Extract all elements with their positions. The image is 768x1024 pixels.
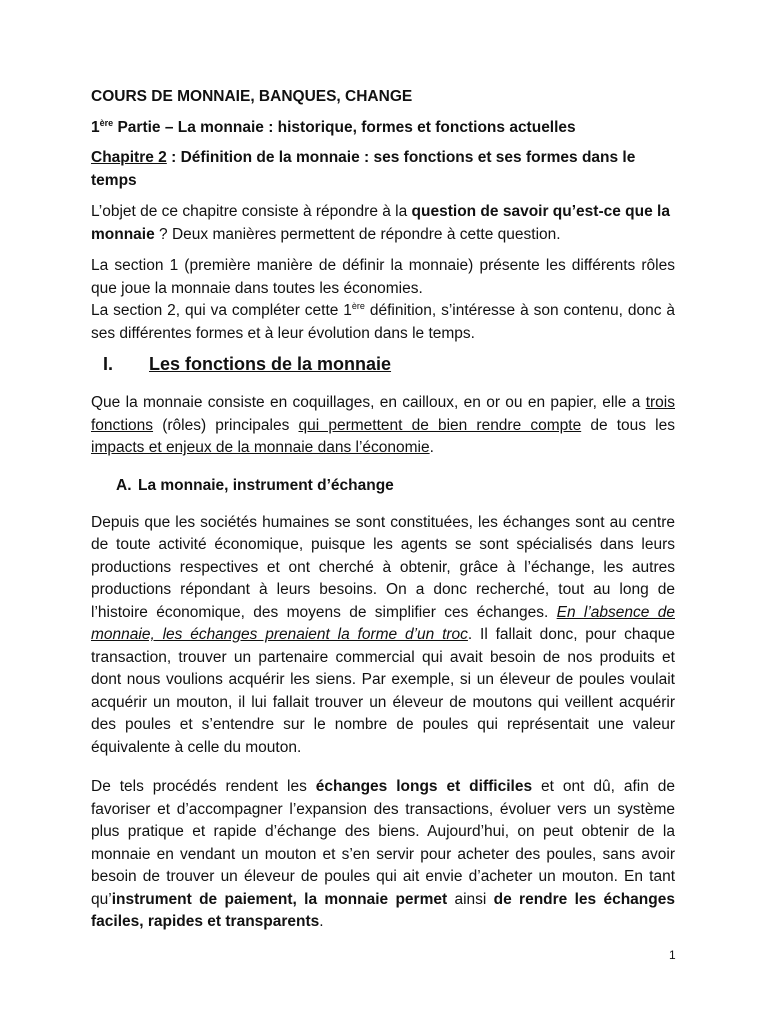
paragraph-text: ainsi [447,890,494,908]
section-text: Que la monnaie consiste en coquillages, en cailloux, en or ou en papier, elle a [91,394,646,411]
part-number: 1 [91,118,100,136]
part-heading [91,117,675,140]
underlined-phrase: trois fonctions [91,394,675,434]
page-number: 1 [669,948,676,962]
intro-paragraph-1 [91,201,675,246]
paragraph-text: et ont dû, afin de favoriser et d’accompagner l’expansion des transactions, évoluer vers un système plus pratique et rapide d’échange des biens. Aujourd’hui, on peut obtenir de la monnaie en vendant un mouton et s’en servir pour acheter des poules, sans avoir besoin de trouver un éleveur de poules qui ait envie d’acheter un mouton. En tant qu’ [91,778,675,908]
intro-text: L’objet de ce chapitre consiste à répondre à la [91,203,412,220]
paragraph-text: De tels procédés rendent les [91,778,316,795]
chapter-label: Chapitre 2 [91,149,167,166]
underlined-phrase: impacts et enjeux de la monnaie dans l’économie [91,439,430,456]
section-heading [91,354,675,375]
section-text: (rôles) principales [153,416,299,434]
section-number: I. [103,354,114,374]
paragraph-text: Depuis que les sociétés humaines se sont constituées, les échanges sont au centre de toute activité économique, puisque les agents se sont spécialisés dans leurs productions respectives et ont cherché à obtenir, grâce à l’échange, les autres productions répondant à leurs besoins. On a donc recherché, tout au long de l’histoire économique, des moyens de simplifier ces échanges. [91,513,675,621]
section-paragraph [91,392,675,460]
part-superscript: ère [99,117,114,128]
bold-phrase: instrument de paiement, la monnaie permet [111,890,448,908]
section-title: Les fonctions de la monnaie [149,354,392,374]
bold-phrase: de rendre les échanges faciles, rapides et transparents [91,890,675,930]
underlined-phrase: qui permettent de bien rendre compte [298,416,582,434]
intro-paragraph-2 [91,255,675,345]
document-body [91,84,675,934]
section-text: . [429,439,434,456]
subsection-paragraph-2 [91,776,675,934]
subsection-paragraph-1 [91,512,675,760]
paragraph-text: . [319,913,324,930]
bold-phrase: échanges longs et difficiles [315,778,533,795]
chapter-heading [91,147,675,192]
intro-section-1-line: La section 1 (première manière de définir la monnaie) présente les différents rôles que joue la monnaie dans toutes les économies. [91,257,675,297]
italic-underlined-phrase: En l’absence de monnaie, les échanges prenaient la forme d’un troc [91,603,675,643]
intro-question: question de savoir qu’est-ce que la monnaie [91,203,670,243]
intro-section-2-line [91,300,675,345]
section-text: de tous les [581,416,675,434]
course-title: COURS DE MONNAIE, BANQUES, CHANGE [91,88,413,105]
subsection-heading [91,477,675,495]
intro-section-2-text-end: définition, s’intéresse à son contenu, donc à ses différentes formes et à leur évolution dans le temps. [91,302,675,342]
paragraph-text: . Il fallait donc, pour chaque transaction, trouver un partenaire commercial qui avait besoin de nos produits et dont nous voulions acquérir les siens. Par exemple, si un éleveur de poules voulait acquérir un mouton, il lui fallait trouver un éleveur de moutons qui veillent acquérir des poules et s’entendre sur le nombre de poules qui représentait une valeur équivalente à celle du mouton. [91,626,675,756]
part-title: Partie – La monnaie : historique, formes et fonctions actuelles [113,118,576,136]
intro-superscript: ère [351,301,365,311]
subsection-title: La monnaie, instrument d’échange [138,476,394,494]
intro-text-end: ? Deux manières permettent de répondre à cette question. [154,225,561,243]
intro-section-2-text: La section 2, qui va compléter cette 1 [91,302,352,319]
subsection-letter: A. [116,476,132,494]
chapter-title: : Définition de la monnaie : ses fonctions et ses formes dans le temps [91,149,636,189]
